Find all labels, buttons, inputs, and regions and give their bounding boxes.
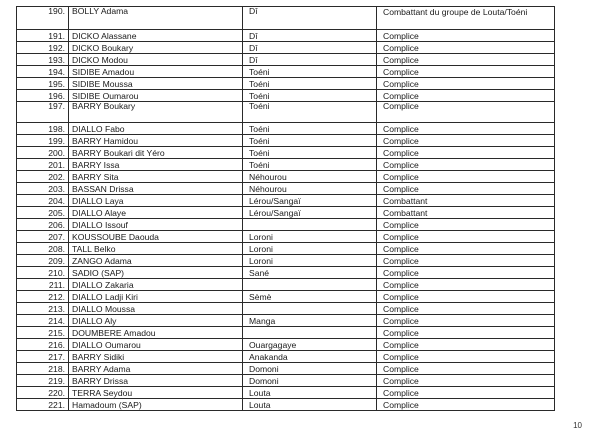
cell-num: 198.	[17, 123, 69, 135]
cell-place: Toéni	[243, 123, 377, 135]
cell-name: DIALLO Moussa	[69, 303, 243, 315]
table-row	[17, 102, 555, 123]
cell-role: Complice	[377, 315, 555, 327]
cell-role: Complice	[377, 255, 555, 267]
cell-place: Dî	[243, 7, 377, 30]
cell-role: Complice	[377, 279, 555, 291]
cell-num: 191.	[17, 30, 69, 42]
table-row	[17, 399, 555, 411]
cell-num: 206.	[17, 219, 69, 231]
cell-role: Complice	[377, 147, 555, 159]
cell-name: BARRY Adama	[69, 363, 243, 375]
cell-role: Complice	[377, 159, 555, 171]
cell-place: Dî	[243, 30, 377, 42]
cell-num: 211.	[17, 279, 69, 291]
table-row	[17, 147, 555, 159]
cell-name: DIALLO Alaye	[69, 207, 243, 219]
cell-place: Loroni	[243, 255, 377, 267]
cell-num: 205.	[17, 207, 69, 219]
table-row	[17, 171, 555, 183]
cell-place: Lérou/Sangaï	[243, 207, 377, 219]
table-row	[17, 159, 555, 171]
table-row	[17, 351, 555, 363]
cell-name: SIDIBE Oumarou	[69, 90, 243, 102]
cell-role: Combattant	[377, 195, 555, 207]
cell-num: 219.	[17, 375, 69, 387]
cell-role: Complice	[377, 231, 555, 243]
cell-place: Toéni	[243, 135, 377, 147]
cell-num: 212.	[17, 291, 69, 303]
cell-num: 207.	[17, 231, 69, 243]
cell-role: Complice	[377, 219, 555, 231]
cell-place: Toéni	[243, 90, 377, 102]
table-row	[17, 54, 555, 66]
cell-role: Complice	[377, 399, 555, 411]
cell-name: SADIO (SAP)	[69, 267, 243, 279]
cell-name: DOUMBERE Amadou	[69, 327, 243, 339]
cell-name: DIALLO Zakaria	[69, 279, 243, 291]
cell-role: Complice	[377, 123, 555, 135]
cell-place: Sané	[243, 267, 377, 279]
table-row	[17, 42, 555, 54]
cell-name: DICKO Alassane	[69, 30, 243, 42]
cell-place: Manga	[243, 315, 377, 327]
table-row	[17, 183, 555, 195]
cell-place: Dî	[243, 42, 377, 54]
cell-name: BARRY Boukary	[69, 102, 243, 123]
table-row	[17, 267, 555, 279]
cell-role: Complice	[377, 303, 555, 315]
cell-name: BARRY Boukari dit Yéro	[69, 147, 243, 159]
cell-place: Domoni	[243, 363, 377, 375]
cell-place: Anakanda	[243, 351, 377, 363]
cell-place: Toéni	[243, 159, 377, 171]
table-row	[17, 315, 555, 327]
cell-num: 203.	[17, 183, 69, 195]
cell-place: Toéni	[243, 78, 377, 90]
table-row	[17, 123, 555, 135]
table-row	[17, 7, 555, 30]
cell-place: Toéni	[243, 66, 377, 78]
cell-name: BARRY Drissa	[69, 375, 243, 387]
table-row	[17, 291, 555, 303]
page-number: 10	[573, 421, 582, 430]
cell-role: Complice	[377, 267, 555, 279]
cell-role: Complice	[377, 135, 555, 147]
cell-name: BARRY Hamidou	[69, 135, 243, 147]
table-row	[17, 243, 555, 255]
table-row	[17, 339, 555, 351]
cell-name: BASSAN Drissa	[69, 183, 243, 195]
cell-role: Complice	[377, 183, 555, 195]
table-row	[17, 303, 555, 315]
cell-place: Dî	[243, 54, 377, 66]
cell-place: Louta	[243, 399, 377, 411]
cell-num: 202.	[17, 171, 69, 183]
cell-name: ZANGO Adama	[69, 255, 243, 267]
table-row	[17, 279, 555, 291]
cell-num: 194.	[17, 66, 69, 78]
cell-role: Complice	[377, 42, 555, 54]
cell-place: Loroni	[243, 243, 377, 255]
cell-place: Loroni	[243, 231, 377, 243]
cell-place: Toéni	[243, 147, 377, 159]
cell-role: Complice	[377, 30, 555, 42]
cell-role: Complice	[377, 243, 555, 255]
table-row	[17, 135, 555, 147]
cell-place: Louta	[243, 387, 377, 399]
cell-place	[243, 219, 377, 231]
cell-name: TALL Belko	[69, 243, 243, 255]
cell-num: 200.	[17, 147, 69, 159]
cell-name: DIALLO Fabo	[69, 123, 243, 135]
table-row	[17, 207, 555, 219]
cell-num: 192.	[17, 42, 69, 54]
cell-num: 221.	[17, 399, 69, 411]
cell-role: Complice	[377, 66, 555, 78]
cell-name: DIALLO Issouf	[69, 219, 243, 231]
cell-role: Complice	[377, 327, 555, 339]
cell-name: DIALLO Laya	[69, 195, 243, 207]
table-row	[17, 327, 555, 339]
cell-name: BARRY Sita	[69, 171, 243, 183]
cell-name: TERRA Seydou	[69, 387, 243, 399]
table-row	[17, 231, 555, 243]
cell-name: DIALLO Oumarou	[69, 339, 243, 351]
cell-place: Néhourou	[243, 171, 377, 183]
cell-place	[243, 303, 377, 315]
cell-role: Complice	[377, 363, 555, 375]
cell-name: SIDIBE Amadou	[69, 66, 243, 78]
table-row	[17, 195, 555, 207]
cell-role: Complice	[377, 102, 555, 123]
table-row	[17, 387, 555, 399]
table-row	[17, 363, 555, 375]
cell-name: BOLLY Adama	[69, 7, 243, 30]
cell-name: DIALLO Ladji Kiri	[69, 291, 243, 303]
cell-num: 210.	[17, 267, 69, 279]
cell-role: Complice	[377, 171, 555, 183]
cell-name: Hamadoum (SAP)	[69, 399, 243, 411]
cell-place: Néhourou	[243, 183, 377, 195]
table-row	[17, 375, 555, 387]
cell-role: Complice	[377, 387, 555, 399]
cell-name: KOUSSOUBE Daouda	[69, 231, 243, 243]
table-row	[17, 30, 555, 42]
cell-num: 195.	[17, 78, 69, 90]
cell-num: 199.	[17, 135, 69, 147]
cell-num: 208.	[17, 243, 69, 255]
cell-num: 197.	[17, 102, 69, 123]
cell-num: 216.	[17, 339, 69, 351]
cell-role: Complice	[377, 90, 555, 102]
cell-role: Combattant	[377, 207, 555, 219]
cell-place	[243, 327, 377, 339]
cell-num: 190.	[17, 7, 69, 30]
cell-role: Complice	[377, 54, 555, 66]
cell-num: 214.	[17, 315, 69, 327]
cell-role: Complice	[377, 291, 555, 303]
cell-place: Domoni	[243, 375, 377, 387]
cell-num: 217.	[17, 351, 69, 363]
cell-place: Ouargagaye	[243, 339, 377, 351]
cell-role: Complice	[377, 351, 555, 363]
table-row	[17, 219, 555, 231]
cell-num: 213.	[17, 303, 69, 315]
cell-role: Complice	[377, 78, 555, 90]
table-row	[17, 255, 555, 267]
cell-role: Complice	[377, 375, 555, 387]
cell-num: 201.	[17, 159, 69, 171]
cell-name: DICKO Modou	[69, 54, 243, 66]
persons-table-body	[17, 7, 555, 411]
cell-num: 218.	[17, 363, 69, 375]
cell-place: Lérou/Sangaï	[243, 195, 377, 207]
cell-num: 215.	[17, 327, 69, 339]
cell-name: DIALLO Aly	[69, 315, 243, 327]
cell-place: Toéni	[243, 102, 377, 123]
cell-name: DICKO Boukary	[69, 42, 243, 54]
cell-num: 196.	[17, 90, 69, 102]
table-row	[17, 66, 555, 78]
cell-place: Sèmè	[243, 291, 377, 303]
table-row	[17, 90, 555, 102]
persons-table	[16, 6, 555, 411]
cell-name: BARRY Sidiki	[69, 351, 243, 363]
cell-num: 204.	[17, 195, 69, 207]
cell-role: Combattant du groupe de Louta/Toéni	[377, 7, 555, 30]
table-row	[17, 78, 555, 90]
cell-num: 193.	[17, 54, 69, 66]
cell-name: SIDIBE Moussa	[69, 78, 243, 90]
cell-num: 209.	[17, 255, 69, 267]
cell-name: BARRY Issa	[69, 159, 243, 171]
cell-place	[243, 279, 377, 291]
cell-num: 220.	[17, 387, 69, 399]
cell-role: Complice	[377, 339, 555, 351]
